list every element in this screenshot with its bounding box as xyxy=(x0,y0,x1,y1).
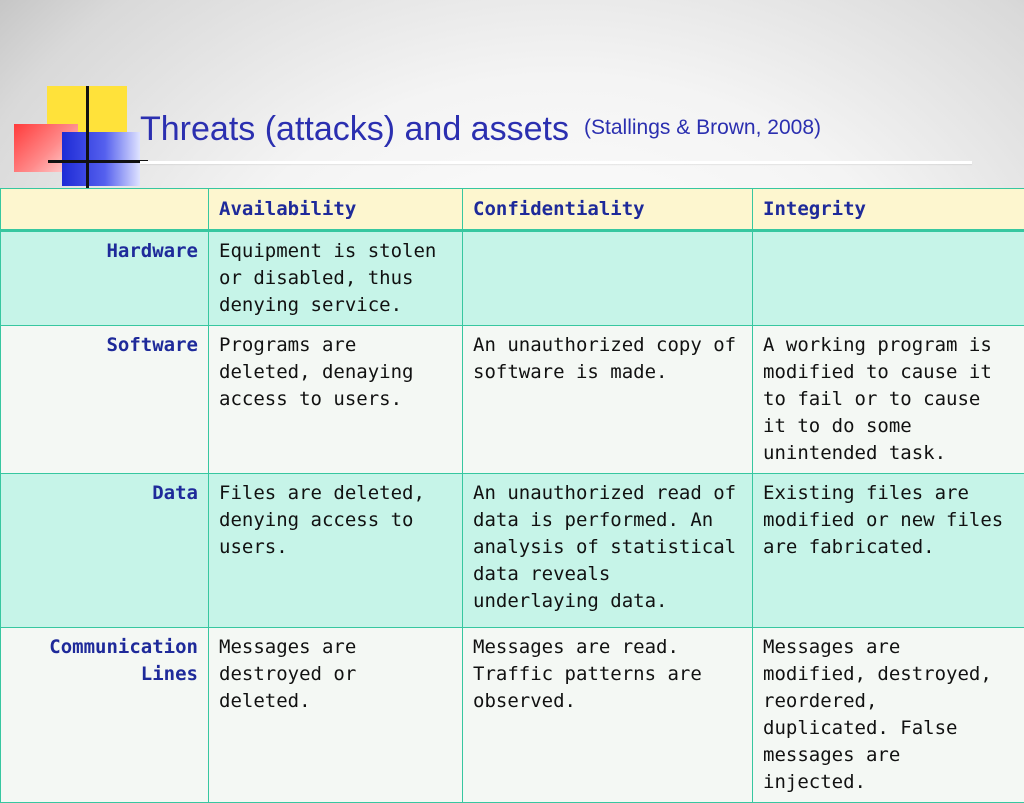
cell-software-availability: Programs are deleted, denaying access to users. xyxy=(209,326,463,474)
slide-title-area xyxy=(140,110,821,149)
cell-software-integrity: A working program is modified to cause it to fail or to cause it to do some unintended task. xyxy=(753,326,1024,474)
cell-data-confidentiality: An unauthorized read of data is performed. An analysis of statistical data reveals underlaying data. xyxy=(463,474,753,628)
corner-cell xyxy=(1,189,209,231)
row-label-software: Software xyxy=(1,326,209,474)
cell-communication-availability: Messages are destroyed or deleted. xyxy=(209,628,463,803)
threats-assets-table xyxy=(0,188,1024,803)
row-label-communication-lines: Communication Lines xyxy=(1,628,209,803)
slide-citation: (Stallings & Brown, 2008) xyxy=(584,116,821,139)
blue-square xyxy=(62,132,140,186)
title-underline xyxy=(140,161,972,164)
table-row xyxy=(1,326,1024,474)
cell-hardware-integrity xyxy=(753,231,1024,326)
column-header-integrity: Integrity xyxy=(753,189,1024,231)
row-label-hardware: Hardware xyxy=(1,231,209,326)
table-row xyxy=(1,231,1024,326)
slide-title: Threats (attacks) and assets xyxy=(140,110,569,148)
cell-communication-integrity: Messages are modified, destroyed, reordered, duplicated. False messages are injected. xyxy=(753,628,1024,803)
cell-software-confidentiality: An unauthorized copy of software is made. xyxy=(463,326,753,474)
cell-data-availability: Files are deleted, denying access to users. xyxy=(209,474,463,628)
cell-hardware-confidentiality xyxy=(463,231,753,326)
horizontal-line xyxy=(48,160,148,163)
table-header-row xyxy=(1,189,1024,231)
table-row xyxy=(1,474,1024,628)
decorative-squares-logo xyxy=(0,0,150,190)
cell-data-integrity: Existing files are modified or new files are fabricated. xyxy=(753,474,1024,628)
column-header-confidentiality: Confidentiality xyxy=(463,189,753,231)
column-header-availability: Availability xyxy=(209,189,463,231)
vertical-line xyxy=(86,86,89,188)
cell-communication-confidentiality: Messages are read. Traffic patterns are observed. xyxy=(463,628,753,803)
row-label-data: Data xyxy=(1,474,209,628)
cell-hardware-availability: Equipment is stolen or disabled, thus denying service. xyxy=(209,231,463,326)
table-row xyxy=(1,628,1024,803)
